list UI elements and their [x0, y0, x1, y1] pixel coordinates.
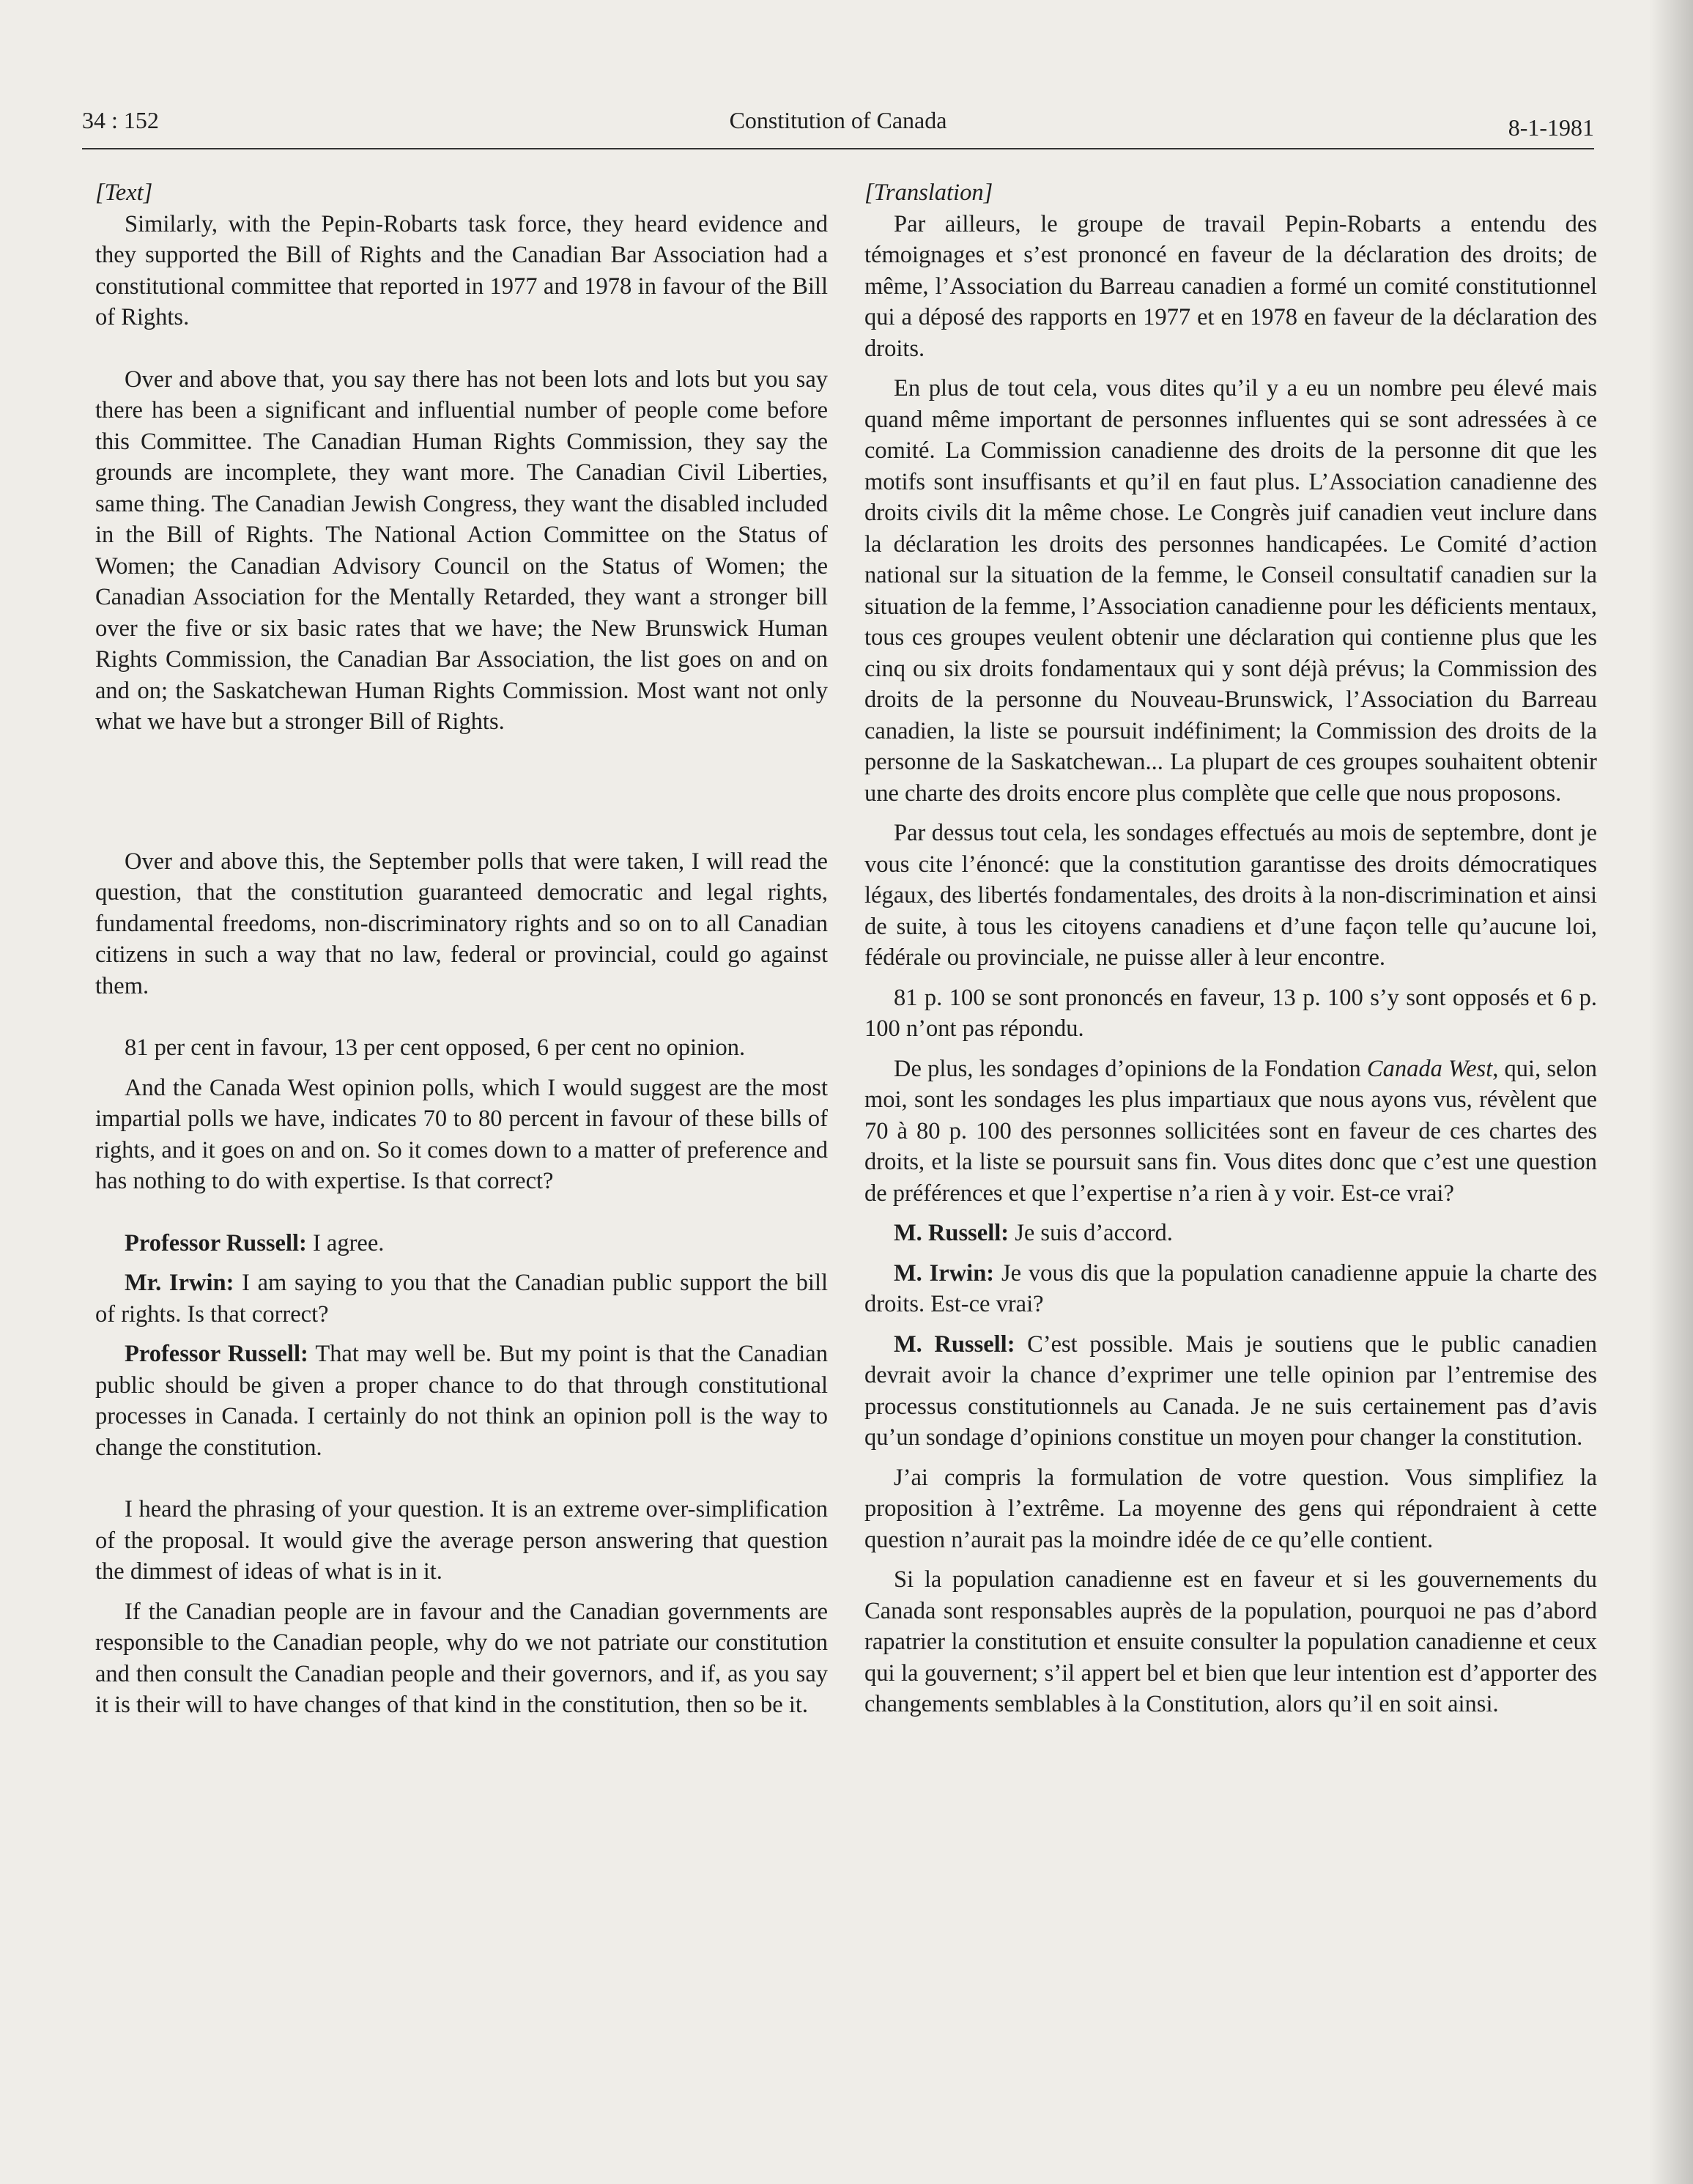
speech-text: Je suis d’accord. [1009, 1220, 1173, 1246]
speech-text: C’est possible. Mais je soutiens que le public canadien devrait avoir la chance d’exprimer une telle opinion par l’entremise des processus constitutionnels au Canada. Je ne suis certainement pas d’avis qu’un sondage d’opinions constitue un moyen pour changer la constitution. [864, 1330, 1597, 1451]
page-title: Constitution of Canada [729, 107, 947, 133]
paragraph: En plus de tout cela, vous dites qu’il y a eu un nombre peu élevé mais quand même important de personnes influentes qui se sont adressées à ce comité. La Commission canadienne des droits de la personne dit que les motifs sont insuffisants et qu’il en faut plus. L’Association canadienne des droits civils dit la même chose. Le Congrès juif canadien veut inclure dans la déclaration les droits des personnes handicapées. Le Comité d’action national sur la situation de la femme, le Conseil consultatif canadien sur la situation de la femme, l’Association canadienne pour les déficients mentaux, tous ces groupes veulent obtenir une déclaration qui contienne plus que les cinq ou six droits fondamentaux qui y sont déjà prévus; la Commission des droits de la personne du Nouveau-Brunswick, l’Association du Barreau canadien, la liste se poursuit indéfiniment; la Commission des droits de la personne de la Saskatchewan... La plupart de ces groupes souhaitent obtenir une charte des droits encore plus complète que celle que nous proposons. [864, 375, 1597, 807]
speaker-name: M. Russell: [894, 1220, 1009, 1246]
page-reference: 34 : 152 [82, 107, 159, 133]
exchange-paragraph [95, 1228, 828, 1259]
cw-text-start: De plus, les sondages d’opinions de la Fondation [894, 1055, 1367, 1082]
speaker-name: Professor Russell: [125, 1341, 308, 1367]
paragraph: Over and above that, you say there has not been lots and lots but you say there has been a significant and influential number of people come before this Committee. The Canadian Human Rights Commission, they say the grounds are incomplete, they want more. The Canadian Civil Liberties, same thing. The Canadian Jewish Congress, they want the disabled included in the Bill of Rights. The National Action Committee on the Status of Women; the Canadian Advisory Council on the Status of Women; the Canadian Association for the Mentally Retarded, they want a stronger bill over the five or six basic rates that we have; the New Brunswick Human Rights Commission, the Canadian Bar Association, the list goes on and on and on; the Saskatchewan Human Rights Commission. Most want not only what we have but a stronger Bill of Rights. [95, 366, 828, 735]
paragraph: And the Canada West opinion polls, which I would suggest are the most impartial polls we have, indicates 70 to 80 percent in favour of these bills of rights, and it goes on and on. So it comes down to a matter of preference and has nothing to do with expertise. Is that correct? [95, 1074, 828, 1194]
paragraph: 81 p. 100 se sont prononcés en faveur, 13 p. 100 s’y sont opposés et 6 p. 100 n’ont pas répondu. [864, 984, 1597, 1042]
paragraph: J’ai compris la formulation de votre question. Vous simplifiez la proposition à l’extrême. La moyenne des gens qui répondraient à cette question n’aurait pas la moindre idée de ce qu’elle contient. [864, 1464, 1597, 1553]
text-label: [Text] [95, 179, 153, 206]
page-header [82, 104, 1594, 149]
speaker-name: Mr. Irwin: [125, 1270, 234, 1296]
exchange-paragraph [864, 1218, 1597, 1249]
paragraph: Over and above this, the September polls that were taken, I will read the question, that the constitution guaranteed democratic and legal rights, fundamental freedoms, non-discriminatory rights and so on to all Canadian citizens in such a way that no law, federal or provincial, could go against them. [95, 848, 828, 999]
paragraph: If the Canadian people are in favour and the Canadian governments are responsible to the Canadian people, why do we not patriate our constitution and then consult the Canadian people and their governors, and if, as you say it is their will to have changes of that kind in the constitution, then so be it. [95, 1598, 828, 1718]
paragraph: Si la population canadienne est en faveur et si les gouvernements du Canada sont responsables auprès de la population, pourquoi ne pas d’abord rapatrier la constitution et ensuite consulter la population canadienne et ceux qui la gouvernent; s’il appert bel et bien que leur intention est d’apporter des changements semblables à la Constitution, alors qu’il en soit ainsi. [864, 1566, 1597, 1717]
paragraph [864, 1054, 1597, 1210]
exchange-paragraph [95, 1339, 828, 1463]
speech-text: Je vous dis que la population canadienne appuie la charte des droits. Est-ce vrai? [864, 1259, 1597, 1317]
translation-label: [Translation] [864, 179, 993, 206]
english-column [95, 177, 828, 1721]
paragraph: Par ailleurs, le groupe de travail Pepin-Robarts a entendu des témoignages et s’est prononcé en faveur de la déclaration des droits; de même, l’Association du Barreau canadien a formé un comité constitutionnel qui a déposé des rapports en 1977 et en 1978 en faveur de la déclaration des droits. [864, 210, 1597, 362]
paragraph: Par dessus tout cela, les sondages effectués au mois de septembre, dont je vous cite l’énoncé: que la constitution garantisse des droits démocratiques légaux, des libertés fondamentales, des droits à la non-discrimination et ainsi de suite, à tous les citoyens canadiens et d’une façon telle qu’aucune loi, fédérale ou provinciale, ne puisse aller à leur encontre. [864, 820, 1598, 971]
cw-text-end: , qui, selon moi, sont les sondages les plus impartiaux que nous ayons vus, révèlent que 70 à 80 p. 100 des personnes sollicitées sont en faveur de ces chartes des droits, et la liste se poursuit sans fin. Vous dites donc que c’est une question de préférences et que l’expertise n’a rien à y voir. Est-ce vrai? [864, 1055, 1597, 1207]
speaker-name: M. Irwin: [894, 1259, 995, 1287]
speech-text: I am saying to you that the Canadian public support the bill of rights. Is that correct? [95, 1270, 828, 1328]
paragraph: 81 per cent in favour, 13 per cent opposed, 6 per cent no opinion. [125, 1034, 746, 1061]
exchange-paragraph [95, 1267, 828, 1330]
speaker-name: Professor Russell: [125, 1229, 307, 1256]
page-date: 8-1-1981 [1508, 114, 1594, 141]
exchange-paragraph [864, 1258, 1597, 1320]
cw-foundation-name: Canada West [1366, 1055, 1493, 1082]
paragraph: Similarly, with the Pepin-Robarts task force, they heard evidence and they supported the Bill of Rights and the Canadian Bar Association had a constitutional committee that reported in 1977 and 1978 in favour of the Bill of Rights. [95, 210, 828, 330]
speaker-name: M. Russell: [894, 1330, 1015, 1358]
exchange-paragraph [864, 1329, 1597, 1454]
french-column [864, 177, 1597, 1720]
speech-text: That may well be. But my point is that the Canadian public should be given a proper chance to do that through constitutional processes in Canada. I certainly do not think an opinion poll is the way to change the constitution. [95, 1341, 828, 1461]
speech-text: I agree. [306, 1229, 385, 1256]
paragraph: I heard the phrasing of your question. It is an extreme over-simplification of the proposal. It would give the average person answering that question the dimmest of ideas of what is in it. [95, 1496, 828, 1585]
